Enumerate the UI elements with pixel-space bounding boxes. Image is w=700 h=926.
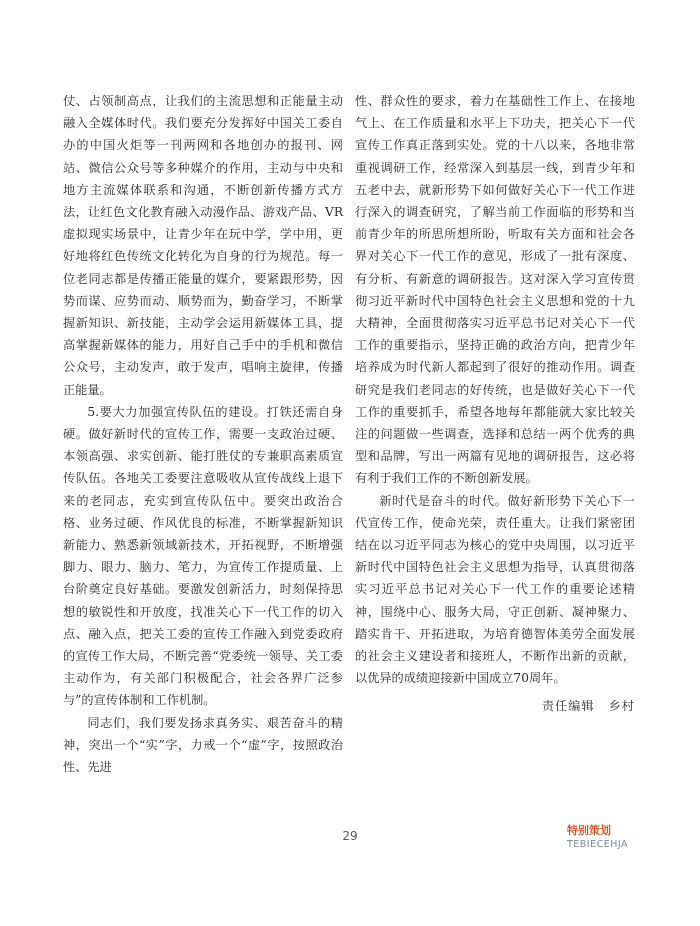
paragraph: 5.要大力加强宣传队伍的建设。打铁还需自身硬。做好新时代的宣传工作，需要一支政治过硬、本领高强、求实创新、能打胜仗的专兼职高素质宣传队伍。各地关工委要注意吸收从宣传战线上退下来的老同志，充实到宣传队伍中。要突出政治合格、业务过硬、作风优良的标准，不断掌握新知识新能力、熟悉新领域新技术，开拓视野，不断增强脚力、眼力、脑力、笔力，为宣传工作提质量、上台阶奠定良好基础。要激发创新活力，时刻保持思想的敏锐性和开放度，找准关心下一代工作的切入点、融入点，把关工委的宣传工作融入到党委政府的宣传工作大局，不断完善“党委统一领导、关工委主动作为，有关部门积极配合，社会各界广泛参与”的宣传体制和工作机制。: [63, 404, 343, 708]
editor-credit-label: 责任编辑: [541, 699, 595, 714]
section-subtitle: TEBIECEHJA: [566, 839, 628, 850]
section-title: 特别策划: [566, 824, 611, 837]
paragraph: 同志们，我们要发扬求真务实、艰苦奋斗的精神，突出一个“实”字，力戒一个“虚”字，按照政治性、先进: [63, 715, 343, 775]
editor-credit: [355, 695, 635, 717]
section-mark: [567, 824, 628, 851]
paragraph: 性、群众性的要求，着力在基础性工作上、在接地气上、在工作质量和水平上下功夫，把关心下一代宣传工作真正落到实处。党的十八以来，各地非常重视调研工作，经常深入到基层一线，到青少年和五老中去，就新形势下如何做好关心下一代工作进行深入的调查研究，了解当前工作面临的形势和当前青少年的所思所想所盼，听取有关方面和社会各界对关心下一代工作的意见，形成了一批有深度、有分析、有新意的调研报告。这对深入学习宣传贯彻习近平新时代中国特色社会主义思想和党的十九大精神，全面贯彻落实习近平总书记对关心下一代工作的重要指示，坚持正确的政治方向，把青少年培养成为时代新人都起到了很好的推动作用。调查研究是我们老同志的好传统，也是做好关心下一代工作的重要抓手，希望各地每年都能就大家比较关注的问题做一些调查，选择和总结一两个优秀的典型和品牌，写出一两篇有见地的调研报告，这必将有利于我们工作的不断创新发展。: [355, 94, 635, 486]
paragraph: 仗、占领制高点，让我们的主流思想和正能量主动融入全媒体时代。我们要充分发挥好中国关工委自办的中国火炬等一刊两网和各地创办的报刊、网站、微信公众号等多种媒介的作用，主动与中央和地方主流媒体联系和沟通，不断创新传播方式方法，让红色文化教育融入动漫作品、游戏产品、VR虚拟现实场景中，让青少年在玩中学，学中用，更好地将红色传统文化转化为自身的行为规范。每一位老同志都是传播正能量的媒介，要紧跟形势，因势而谋、应势而动、顺势而为，勤奋学习，不断掌握新知识、新技能，主动学会运用新媒体工具，提高掌握新媒体的能力，用好自己手中的手机和微信公众号，主动发声，敢于发声，唱响主旋律，传播正能量。: [63, 94, 343, 397]
right-column: [355, 90, 635, 718]
page-number: 29: [342, 829, 358, 843]
paragraph: 新时代是奋斗的时代。做好新形势下关心下一代宣传工作，使命光荣，责任重大。让我们紧密团结在以习近平同志为核心的党中央周围，以习近平新时代中国特色社会主义思想为指导，认真贯彻落实习近平总书记对关心下一代工作的重要论述精神，围绕中心、服务大局，守正创新、凝神聚力、踏实肯干、开拓进取，为培育德智体美劳全面发展的社会主义建设者和接班人，不断作出新的贡献，以优异的成绩迎接新中国成立70周年。: [355, 493, 635, 686]
left-column: [63, 90, 343, 778]
editor-credit-name: 乡村: [608, 699, 635, 714]
